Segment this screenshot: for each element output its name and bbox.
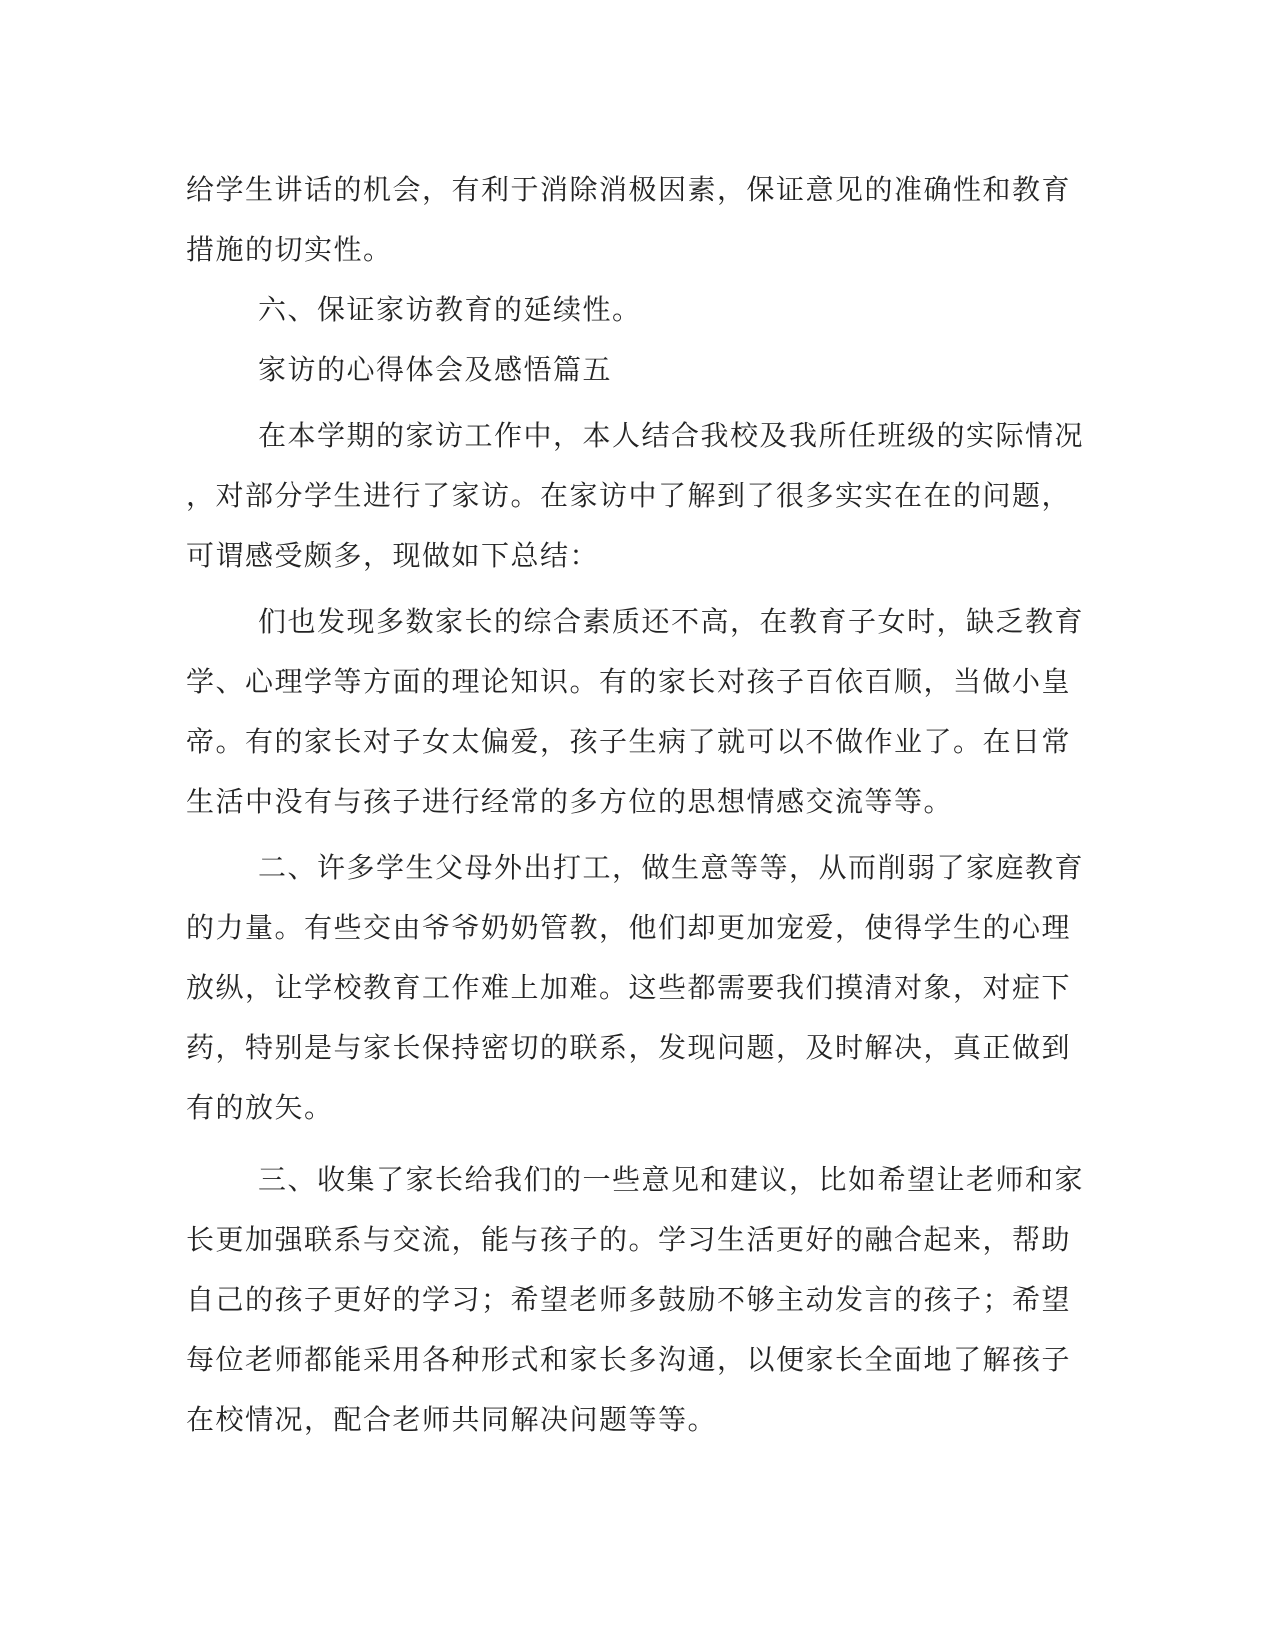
document-body <box>186 160 1085 1450</box>
text-line: 给学生讲话的机会，有利于消除消极因素，保证意见的准确性和教育 <box>186 173 1072 206</box>
text-line: 长更加强联系与交流，能与孩子的。学习生活更好的融合起来，帮助 <box>186 1223 1072 1256</box>
text-line: 六、保证家访教育的延续性。 <box>258 293 642 326</box>
text-line: 二、许多学生父母外出打工，做生意等等，从而削弱了家庭教育 <box>258 851 1085 884</box>
text-line: 措施的切实性。 <box>186 233 393 266</box>
text-line: 们也发现多数家长的综合素质还不高，在教育子女时，缺乏教育 <box>258 605 1085 638</box>
section-heading-six <box>186 280 1066 340</box>
text-line: 每位老师都能采用各种形式和家长多沟通，以便家长全面地了解孩子 <box>186 1343 1072 1376</box>
text-line: 学、心理学等方面的理论知识。有的家长对孩子百依百顺，当做小皇 <box>186 665 1072 698</box>
text-line: 在本学期的家访工作中，本人结合我校及我所任班级的实际情况 <box>258 419 1085 452</box>
text-line: 帝。有的家长对子女太偏爱，孩子生病了就可以不做作业了。在日常 <box>186 725 1072 758</box>
text-line: 药，特别是与家长保持密切的联系，发现问题，及时解决，真正做到 <box>186 1031 1072 1064</box>
text-line: 家访的心得体会及感悟篇五 <box>258 353 613 386</box>
text-line: 可谓感受颇多，现做如下总结： <box>186 539 600 572</box>
text-line: ，对部分学生进行了家访。在家访中了解到了很多实实在在的问题， <box>186 479 1072 512</box>
paragraph-continued <box>186 160 1072 280</box>
text-line: 三、收集了家长给我们的一些意见和建议，比如希望让老师和家 <box>258 1163 1085 1196</box>
paragraph-point-three <box>186 1150 1085 1450</box>
text-line: 自己的孩子更好的学习；希望老师多鼓励不够主动发言的孩子；希望 <box>186 1283 1072 1316</box>
paragraph-intro <box>186 406 1085 586</box>
article-title <box>186 340 1066 400</box>
paragraph-point-two <box>186 838 1085 1138</box>
text-line: 放纵，让学校教育工作难上加难。这些都需要我们摸清对象，对症下 <box>186 971 1072 1004</box>
text-line: 在校情况，配合老师共同解决问题等等。 <box>186 1403 718 1436</box>
text-line: 生活中没有与孩子进行经常的多方位的思想情感交流等等。 <box>186 785 954 818</box>
text-line: 的力量。有些交由爷爷奶奶管教，他们却更加宠爱，使得学生的心理 <box>186 911 1072 944</box>
text-line: 有的放矢。 <box>186 1091 334 1124</box>
paragraph-parents-quality <box>186 592 1085 832</box>
